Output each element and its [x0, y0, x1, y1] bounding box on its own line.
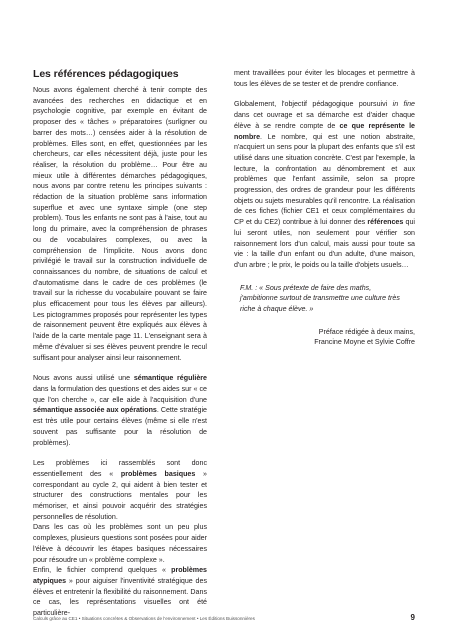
text: dans la formulation des questions et des aides sur « ce que l'on cherche », car elle aide à l'acquisition d'une — [33, 384, 207, 404]
emphasis: in fine — [392, 100, 415, 109]
paragraph-objective — [234, 99, 415, 270]
page-number: 9 — [410, 613, 415, 622]
paragraph-intro: Nous avons également cherché à tenir compte des avancées des recherches en didactique et en psychologie cognitive, par exemple en évitant de proposer des « tâches » préparatoires (surligner ou barrer des mots…) censées aider à la résolution de problèmes. Elles sont, en effet, questionnées par les chercheurs, car elles nécessitent déjà, juste pour les réaliser, la résolution du problème… Pour être au mieux utile à différentes démarches pédagogiques, nous avons par contre retenu les principes suivants : rédaction de la situation problème sans information superflue et avec une syntaxe simple (one step problem). Tous les enfants ne sont pas à l'aise, tout au long du primaire, avec la compréhension de phrases ou de vocabulaires complexes, ou avec la compréhension de l'implicite. Nous avons donc privilégié le travail sur la construction individuelle de connaissances du nombre, de situations de calcul et d'automatisme dans le cadre de ces problèmes (le travail sur la richesse du vocabulaire pouvant se faire plus efficacement pour tous les élèves par ailleurs). Les pictogrammes proposés pour représenter les types de raisonnement peuvent être expliqués aux élèves à l'aide de la carte mentale page 11. L'enseignant sera à même d'évaluer si ses élèves peuvent prendre le recul suffisant pour analyser ainsi leur raisonnement. — [33, 86, 207, 362]
author-quote: F.M. : « Sous prétexte de faire des maths, j'ambitionne surtout de transmettre une culture très riche à chaque élève. » — [240, 283, 400, 314]
text: Nous avons aussi utilisé une — [33, 374, 134, 383]
emphasis: ce que représente le nombre — [234, 121, 415, 141]
footer-credits: Calculs grâce au CE1 • Situations concrètes & Observations de l'environnement • Les Éditions Buissonnières — [33, 616, 255, 621]
left-column — [33, 68, 207, 619]
text: Globalement, l'objectif pédagogique poursuivi — [234, 100, 393, 109]
text: » pour aiguiser l'inventivité stratégique des élèves et entretenir la flexibilité du raisonnement. Dans ce cas, les représentations visuelles ont été particulière- — [33, 576, 207, 618]
section-title: Les références pédagogiques — [33, 68, 179, 80]
signature — [234, 327, 415, 348]
paragraph-basic-problems — [33, 458, 207, 522]
signature-authors: Francine Moyne et Sylvie Coffre — [314, 338, 415, 347]
text: Les problèmes ici rassemblés sont donc essentiellement des « — [33, 459, 207, 478]
text: qui lui seront utiles, non seulement pour vérifier son raisonnement lors d'un calcul, mais aussi pour toute sa vie : la taille d'un enfant ou d'un adulte, d'une maison, d'un arbre ; le prix, le poids ou la taille d'objets usuels… — [234, 218, 415, 269]
emphasis: références — [367, 218, 404, 227]
paragraph-semantics — [33, 373, 207, 448]
emphasis: problèmes basiques — [120, 469, 196, 478]
emphasis: sémantique régulière — [133, 374, 207, 383]
paragraph-complex-problems: Dans les cas où les problèmes sont un peu plus complexes, plusieurs questions sont posées pour aider l'élève à découvrir les étapes basiques nécessaires pour résoudre un « problème complexe ». — [33, 523, 207, 564]
paragraph-continuation: ment travaillées pour éviter les blocages et permettre à tous les élèves de se tester et de prendre confiance. — [234, 69, 415, 88]
emphasis: sémantique associée aux opérations — [33, 406, 157, 415]
text: dans cet ouvrage et sa démarche est d'aider chaque élève à se rendre compte de — [234, 111, 415, 130]
signature-line: Préface rédigée à deux mains, — [318, 327, 415, 336]
right-column — [234, 68, 415, 348]
text: Enfin, le fichier comprend quelques « — [33, 566, 172, 575]
text: » correspondant au cycle 2, qui aident à bien tester et structurer des constructions mentales pour les mémoriser, et ainsi pouvoir acquérir des stratégies personnelles de résolution. — [33, 469, 207, 521]
emphasis: problèmes atypiques — [33, 566, 207, 585]
paragraph-atypical-problems — [33, 565, 207, 619]
text: . Cette stratégie est très utile pour certains élèves (même si elle n'est souvent pas suffisante pour la résolution de problèmes). — [33, 406, 208, 447]
text: . Le nombre, qui est une notion abstraite, n'acquiert un sens pour la plupart des enfants que s'il est utilisé dans une situation concrète. C'est par l'exemple, la lecture, la confrontation au dénombrement et aux problèmes que l'enfant assimile, selon sa propre progression, des ordres de grandeur pour les différents objets ou sujets mesurables qu'il rencontre. La réalisation de ces fiches (fichier CE1 et ceux complémentaires du CP et du CE2) contribue à lui donner des — [234, 132, 415, 227]
